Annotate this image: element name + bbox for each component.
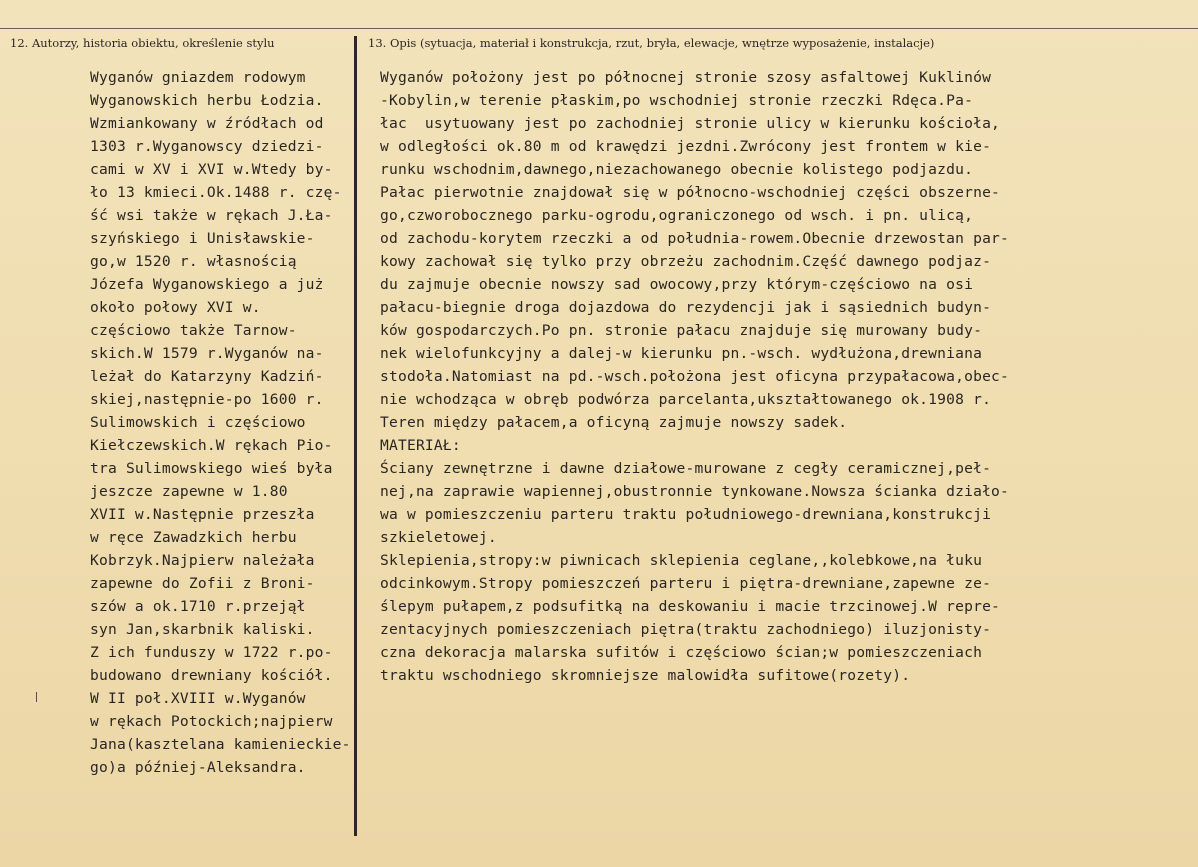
description-text-line: stodoła.Natomiast na pd.-wsch.położona jest oficyna przypałacowa,obec- (380, 368, 1010, 385)
history-text-line: tra Sulimowskiego wieś była (90, 460, 333, 477)
history-text-line: w rękach Potockich;najpierw (90, 713, 333, 730)
history-text-line: około połowy XVI w. (90, 299, 261, 316)
history-text-line: szyńskiego i Unisławskie- (90, 230, 315, 247)
description-text-line: czna dekoracja malarska sufitów i częściowo ścian;w pomieszczeniach (380, 644, 983, 661)
description-text-line: od zachodu-korytem rzeczki a od południa-rowem.Obecnie drzewostan par- (380, 230, 1010, 247)
history-text-line: cami w XV i XVI w.Wtedy by- (90, 161, 333, 178)
description-text-line: szkieletowej. (380, 529, 497, 546)
description-text-line: -Kobylin,w terenie płaskim,po wschodniej stronie rzeczki Rdęca.Pa- (380, 92, 974, 109)
description-text-line: du zajmuje obecnie nowszy sad owocowy,przy którym-częściowo na osi (380, 276, 974, 293)
history-text-line: Z ich funduszy w 1722 r.po- (90, 644, 333, 661)
section-13-header: 13. Opis (sytuacja, materiał i konstrukcja, rzut, bryła, elewacje, wnętrze wyposażenie, instalacje) (368, 36, 935, 50)
history-text-column (90, 66, 351, 779)
description-text-column (380, 66, 1009, 687)
history-text-line: go)a później-Aleksandra. (90, 759, 306, 776)
column-divider (354, 36, 357, 836)
section-12-header: 12. Autorzy, historia obiektu, określenie stylu (10, 36, 275, 50)
history-text-line: 1303 r.Wyganowscy dziedzi- (90, 138, 324, 155)
margin-mark (36, 692, 37, 702)
description-text-line: ślepym pułapem,z podsufitką na deskowaniu i macie trzcinowej.W repre- (380, 598, 1001, 615)
description-text-line: Teren między pałacem,a oficyną zajmuje nowszy sadek. (380, 414, 848, 431)
history-text-line: Wzmiankowany w źródłach od (90, 115, 324, 132)
description-text-line: Sklepienia,stropy:w piwnicach sklepienia ceglane,,kolebkowe,na łuku (380, 552, 983, 569)
description-text-line: w odległości ok.80 m od krawędzi jezdni.Zwrócony jest frontem w kie- (380, 138, 992, 155)
description-text-line: wa w pomieszczeniu parteru traktu południowego-drewniana,konstrukcji (380, 506, 992, 523)
description-text-line: nek wielofunkcyjny a dalej-w kierunku pn.-wsch. wydłużona,drewniana (380, 345, 983, 362)
history-text-line: ło 13 kmieci.Ok.1488 r. czę- (90, 184, 342, 201)
history-text-line: skich.W 1579 r.Wyganów na- (90, 345, 324, 362)
history-text-line: częściowo także Tarnow- (90, 322, 297, 339)
description-text-line: nej,na zaprawie wapiennej,obustronnie tynkowane.Nowsza ścianka działo- (380, 483, 1010, 500)
history-text-line: XVII w.Następnie przeszła (90, 506, 315, 523)
history-text-line: szów a ok.1710 r.przejął (90, 598, 306, 615)
history-text-line: w ręce Zawadzkich herbu (90, 529, 297, 546)
description-text-line: traktu wschodniego skromniejsze malowidła sufitowe(rozety). (380, 667, 911, 684)
description-text-line: nie wchodząca w obręb podwórza parcelanta,ukształtowanego ok.1908 r. (380, 391, 992, 408)
history-text-line: W II poł.XVIII w.Wyganów (90, 690, 306, 707)
history-text-line: zapewne do Zofii z Broni- (90, 575, 315, 592)
description-text-line: go,czworobocznego parku-ogrodu,ograniczonego od wsch. i pn. ulicą, (380, 207, 974, 224)
description-text-line: kowy zachował się tylko przy obrzeżu zachodnim.Część dawnego podjaz- (380, 253, 992, 270)
history-text-line: Sulimowskich i częściowo (90, 414, 306, 431)
history-text-line: budowano drewniany kościół. (90, 667, 333, 684)
history-text-line: Wyganowskich herbu Łodzia. (90, 92, 324, 109)
history-text-line: leżał do Katarzyny Kadziń- (90, 368, 324, 385)
history-text-line: Jana(kasztelana kamienieckie- (90, 736, 351, 753)
description-text-line: odcinkowym.Stropy pomieszczeń parteru i piętra-drewniane,zapewne ze- (380, 575, 992, 592)
description-text-line: MATERIAŁ: (380, 437, 461, 454)
history-text-line: syn Jan,skarbnik kaliski. (90, 621, 315, 638)
description-text-line: ków gospodarczych.Po pn. stronie pałacu znajduje się murowany budy- (380, 322, 983, 339)
history-text-line: Kiełczewskich.W rękach Pio- (90, 437, 333, 454)
description-text-line: łac usytuowany jest po zachodniej stronie ulicy w kierunku kościoła, (380, 115, 1001, 132)
history-text-line: Kobrzyk.Najpierw należała (90, 552, 315, 569)
history-text-line: ść wsi także w rękach J.Ła- (90, 207, 333, 224)
description-text-line: runku wschodnim,dawnego,niezachowanego obecnie kolistego podjazdu. (380, 161, 974, 178)
description-text-line: zentacyjnych pomieszczeniach piętra(traktu zachodniego) iluzjonisty- (380, 621, 992, 638)
history-text-line: skiej,następnie-po 1600 r. (90, 391, 324, 408)
history-text-line: Wyganów gniazdem rodowym (90, 69, 306, 86)
description-text-line: pałacu-biegnie droga dojazdowa do rezydencji jak i sąsiednich budyn- (380, 299, 992, 316)
history-text-line: go,w 1520 r. własnością (90, 253, 297, 270)
description-text-line: Pałac pierwotnie znajdował się w północno-wschodniej części obszerne- (380, 184, 1001, 201)
top-rule (0, 28, 1198, 29)
history-text-line: jeszcze zapewne w 1.80 (90, 483, 288, 500)
description-text-line: Wyganów położony jest po północnej stronie szosy asfaltowej Kuklinów (380, 69, 992, 86)
history-text-line: Józefa Wyganowskiego a już (90, 276, 324, 293)
description-text-line: Ściany zewnętrzne i dawne działowe-murowane z cegły ceramicznej,peł- (380, 460, 992, 477)
